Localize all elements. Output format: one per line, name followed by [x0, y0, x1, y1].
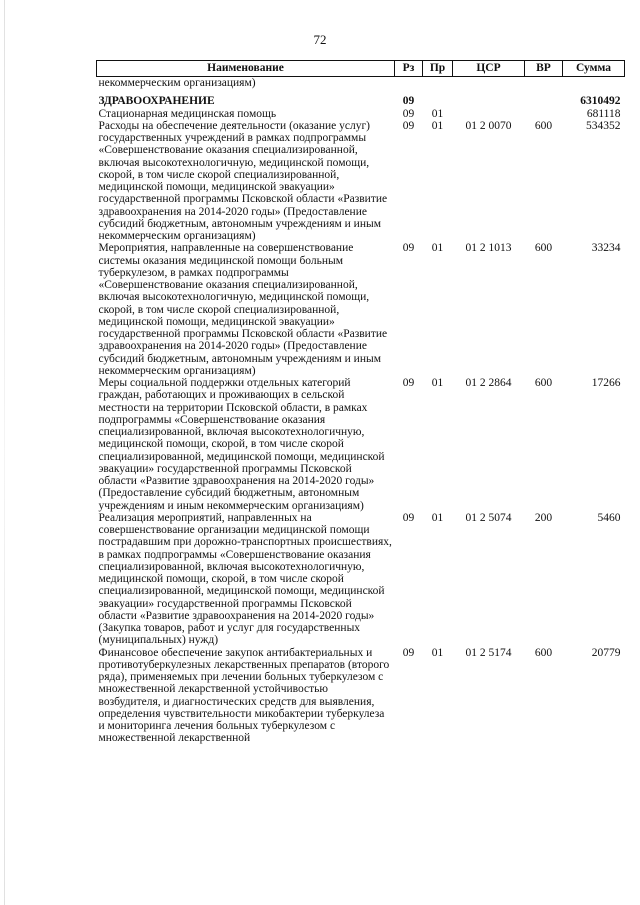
header-pr: Пр	[423, 61, 453, 77]
cell-name: некоммерческим организациям)	[98, 77, 256, 89]
cell-rz: 09	[402, 107, 415, 120]
table-row	[97, 377, 625, 512]
cell-csr: 01 2 1013	[465, 242, 512, 255]
cell-rz: 09	[402, 242, 415, 255]
table-row	[97, 647, 625, 745]
header-name: Наименование	[97, 61, 395, 77]
cell-csr	[453, 89, 525, 107]
table-row	[97, 512, 625, 647]
cell-sum: 33234	[591, 242, 621, 255]
cell-rz: 09	[402, 377, 415, 389]
cell-name: Меры социальной поддержки отдельных категорий граждан, работающих и проживающих в сельской местности на территории Псковской области, в рамках подпрограммы «Совершенствование оказания специализированной, включая высокотехнологичную, медицинской помощи, скорой, в том числе скорой специализированной, медицинской помощи, медицинской эвакуации» государственной программы Псковской области «Развитие здравоохранения на 2014-2020 годы» (Предоставление субсидий бюджетным, автономным учреждениям и иным некоммерческим организациям)	[98, 377, 385, 512]
cell-vr: 600	[534, 646, 553, 659]
cell-pr: 01	[431, 511, 444, 524]
cell-sum: 17266	[591, 377, 621, 389]
table-header-row	[97, 61, 625, 77]
cell-name: Финансовое обеспечение закупок антибактериальных и противотуберкулезных лекарственных препаратов (второго ряда), применяемых при лечении больных туберкулезом с множественной лекарственной устойчивостью возбудителя, и диагностических средств для выявления, определения чувствительности микобактерии туберкулеза и мониторинга лечения больных туберкулезом с множественной лекарственной	[98, 646, 390, 745]
cell-rz: 09	[402, 95, 415, 108]
cell-vr	[525, 77, 563, 90]
cell-pr	[423, 77, 453, 90]
cell-pr: 01	[431, 242, 444, 255]
header-csr: ЦСР	[453, 61, 525, 77]
cell-name: Мероприятия, направленные на совершенствование системы оказания медицинской помощи больным туберкулезом, в рамках подпрограммы «Совершенствование оказания специализированной, включая высокотехнологичную, медицинской помощи, скорой, в том числе скорой специализированной, медицинской помощи, медицинской эвакуации» государственной программы Псковской области «Развитие здравоохранения на 2014-2020 годы» (Предоставление субсидий бюджетным, автономным учреждениям и иным некоммерческим организациям)	[98, 242, 388, 377]
cell-name: ЗДРАВООХРАНЕНИЕ	[98, 95, 215, 108]
cell-csr: 01 2 2864	[465, 377, 512, 389]
cell-pr: 01	[431, 107, 444, 120]
cell-pr: 01	[431, 377, 444, 389]
cell-sum: 534352	[586, 119, 621, 132]
table-row	[97, 120, 625, 243]
budget-table-container	[96, 60, 624, 745]
cell-sum: 6310492	[580, 95, 621, 108]
cell-pr: 01	[431, 646, 444, 659]
table-row	[97, 77, 625, 90]
table-row	[97, 242, 625, 377]
table-row	[97, 108, 625, 120]
header-vr: ВР	[525, 61, 563, 77]
cell-name: Реализация мероприятий, направленных на совершенствование организации медицинской помощи пострадавшим при дорожно-транспортных происшествиях, в рамках подпрограммы «Совершенствование оказания специализированной, включая высокотехнологичную, медицинской помощи, скорой, в том числе скорой специализированной, медицинской помощи, медицинской эвакуации» государственной программы Псковской области «Развитие здравоохранения на 2014-2020 годы» (Закупка товаров, работ и услуг для государственных (муниципальных) нужд)	[98, 511, 392, 647]
cell-csr: 01 2 5074	[465, 511, 512, 524]
cell-sum	[563, 77, 625, 90]
cell-csr	[453, 77, 525, 90]
cell-name: Стационарная медицинская помощь	[98, 107, 277, 120]
cell-name: Расходы на обеспечение деятельности (оказание услуг) государственных учреждений в рамках подпрограммы «Совершенствование оказания специализированной, включая высокотехнологичную, медицинской помощи, скорой, в том числе скорой специализированной, медицинской помощи, медицинской эвакуации» государственной программы Псковской области «Развитие здравоохранения на 2014-2020 годы» (Предоставление субсидий бюджетным, автономным учреждениям и иным некоммерческим организациям)	[98, 119, 388, 242]
cell-sum: 20779	[591, 646, 621, 659]
cell-csr: 01 2 0070	[465, 119, 512, 132]
cell-sum: 5460	[597, 511, 621, 524]
cell-rz	[395, 77, 423, 90]
cell-vr: 200	[534, 511, 553, 524]
cell-pr	[423, 89, 453, 107]
cell-vr	[525, 108, 563, 120]
cell-rz: 09	[402, 511, 415, 524]
page-number: 72	[313, 32, 327, 47]
cell-vr: 600	[534, 377, 553, 389]
budget-table	[96, 60, 625, 745]
scan-edge	[4, 0, 5, 905]
table-body	[97, 77, 625, 745]
cell-vr	[525, 89, 563, 107]
cell-vr: 600	[534, 242, 553, 255]
cell-rz: 09	[402, 646, 415, 659]
cell-pr: 01	[431, 119, 444, 132]
header-rz: Рз	[395, 61, 423, 77]
cell-csr	[453, 108, 525, 120]
cell-vr: 600	[534, 119, 553, 132]
table-row	[97, 89, 625, 107]
cell-sum: 681118	[586, 107, 621, 120]
cell-csr: 01 2 5174	[465, 646, 512, 659]
cell-rz: 09	[402, 119, 415, 132]
header-sum: Сумма	[563, 61, 625, 77]
